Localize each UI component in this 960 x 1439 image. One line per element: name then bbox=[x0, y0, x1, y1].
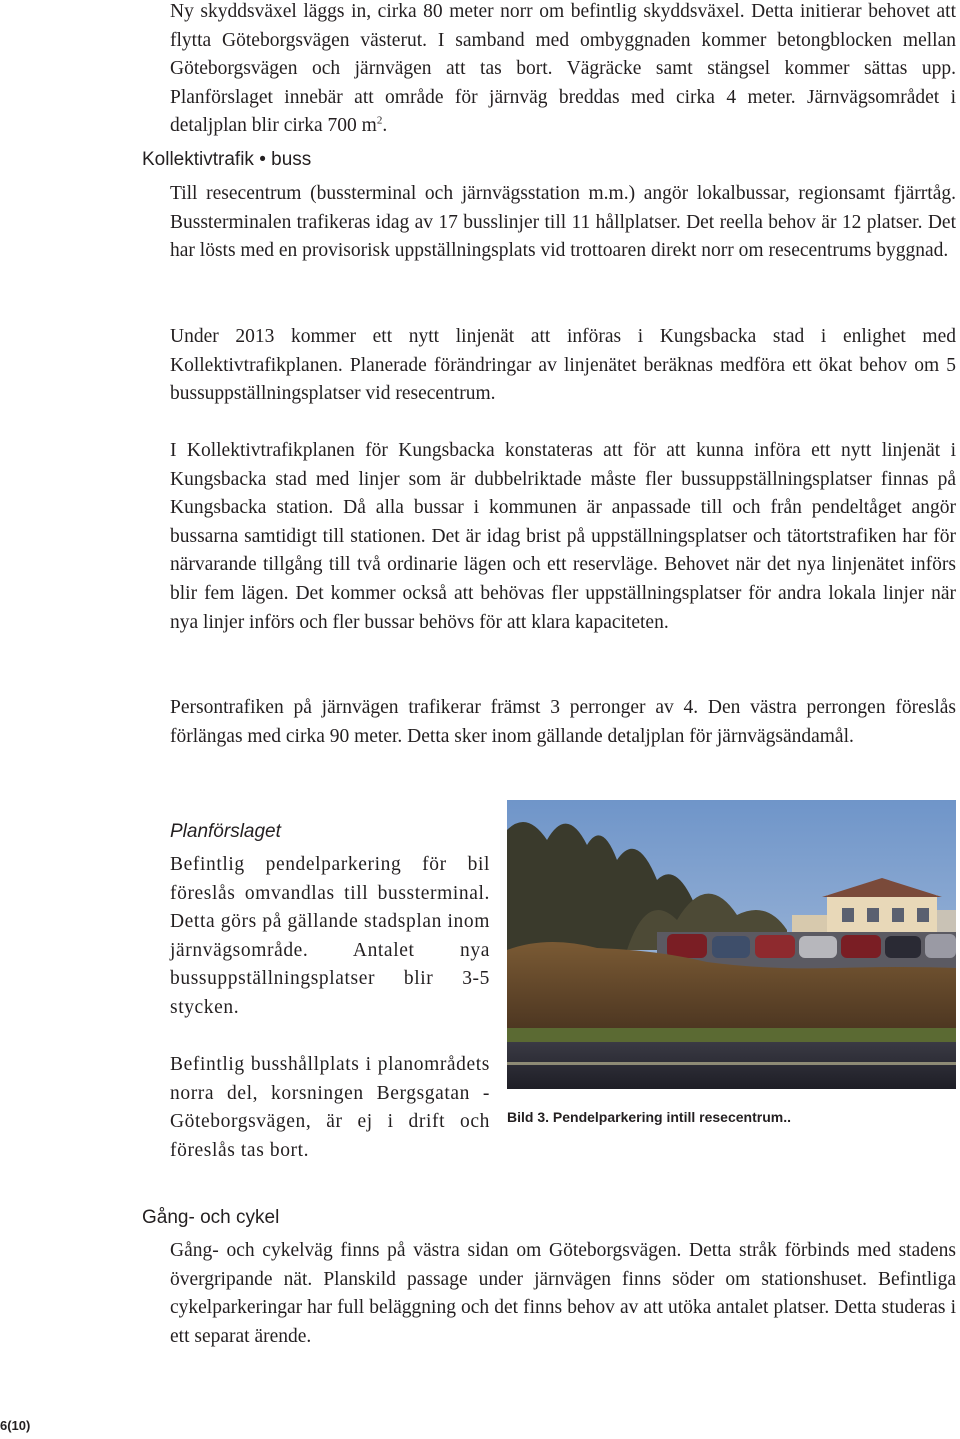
parking-photo bbox=[507, 800, 956, 1089]
section-heading-gang-cykel: Gång- och cykel bbox=[142, 1207, 280, 1228]
parking-photo-image bbox=[507, 800, 956, 1089]
gang-paragraph: Gång- och cykelväg finns på västra sidan om Göteborgsvägen. Detta stråk förbinds med stadens övergripande nät. Planskild passage under järnvägen finns söder om stationshuset. Befintliga cykelparkeringar har full beläggning och det finns behov av att utöka antalet platser. Detta studeras i ett separat ärende. bbox=[170, 1240, 956, 1347]
section-heading-kollektivtrafik: Kollektivtrafik • buss bbox=[142, 149, 312, 170]
superscript: 2 bbox=[376, 114, 383, 127]
kollektiv-paragraph-1: Till resecentrum (bussterminal och järnvägsstation m.m.) angör lokalbussar, regionsamt fjärrtåg. Bussterminalen trafikeras idag av 17 busslinjer till 11 hållplatser. Det reella behov är 12 platser. Det har lösts med en provisorisk uppställningsplats vid trottoaren direkt norr om resecentrums byggnad. bbox=[170, 183, 956, 262]
kollektiv-paragraph-2: Under 2013 kommer ett nytt linjenät att införas i Kungsbacka stad i enlighet med Kollektivtrafikplanen. Planerade förändringar av linjenätet beräknas medföra ett ökat behov om 5 bussuppställningsplatser vid resecentrum. bbox=[170, 326, 956, 405]
planforslaget-paragraph-2: Befintlig busshållplats i planområdets norra del, korsningen Bergsgatan - Göteborgsvägen, är ej i drift och föreslås tas bort. bbox=[170, 1054, 490, 1161]
subheading-planforslaget: Planförslaget bbox=[170, 821, 281, 842]
page-number: 6(10) bbox=[0, 1418, 31, 1433]
intro-paragraph: Ny skyddsväxel läggs in, cirka 80 meter norr om befintlig skyddsväxel. Detta initierar behovet att flytta Göteborgsvägen västerut. I samband med ombyggnaden kommer betongblocken mellan Göteborgsvägen och järnvägen att tas bort. Vägräcke samt stängsel kommer sättas upp. Planförslaget innebär att område för järnväg breddas med cirka 4 meter. Järnvägsområdet i detaljplan blir cirka 700 $m^2$. bbox=[170, 1, 956, 137]
kollektiv-paragraph-4: Persontrafiken på järnvägen trafikerar främst 3 perronger av 4. Den västra perrongen föreslås förlängas med cirka 90 meter. Detta sker inom gällande detaljplan för järnvägsändamål. bbox=[170, 697, 956, 747]
kollektiv-paragraph-3: I Kollektivtrafikplanen för Kungsbacka konstateras att för att kunna införa ett nytt linjenät i Kungsbacka stad med linjer som är dubbelriktade måste fler bussuppställningsplatser finnas på Kungsbacka station. Då alla bussar i kommunen är anpassade till och från pendeltåget angör bussarna samtidigt till stationen. Det är idag brist på uppställningsplatser och tätortstrafiken har för närvarande tillgång till två ordinarie lägen och ett reservläge. Behovet när det nya linjenätet införs blir fem lägen. Det kommer också att behövas fler uppställningsplatser för andra lokala linjer när nya linjer införs och fler bussar behövs för att klara kapaciteten. bbox=[170, 440, 956, 633]
photo-caption: Bild 3. Pendelparkering intill resecentrum.. bbox=[507, 1109, 791, 1125]
planforslaget-paragraph-1: Befintlig pendelparkering för bil föreslås omvandlas till bussterminal. Detta görs på gällande stadsplan inom järnvägsområde. Antalet nya bussuppställningsplatser blir 3-5 stycken. bbox=[170, 854, 490, 1018]
